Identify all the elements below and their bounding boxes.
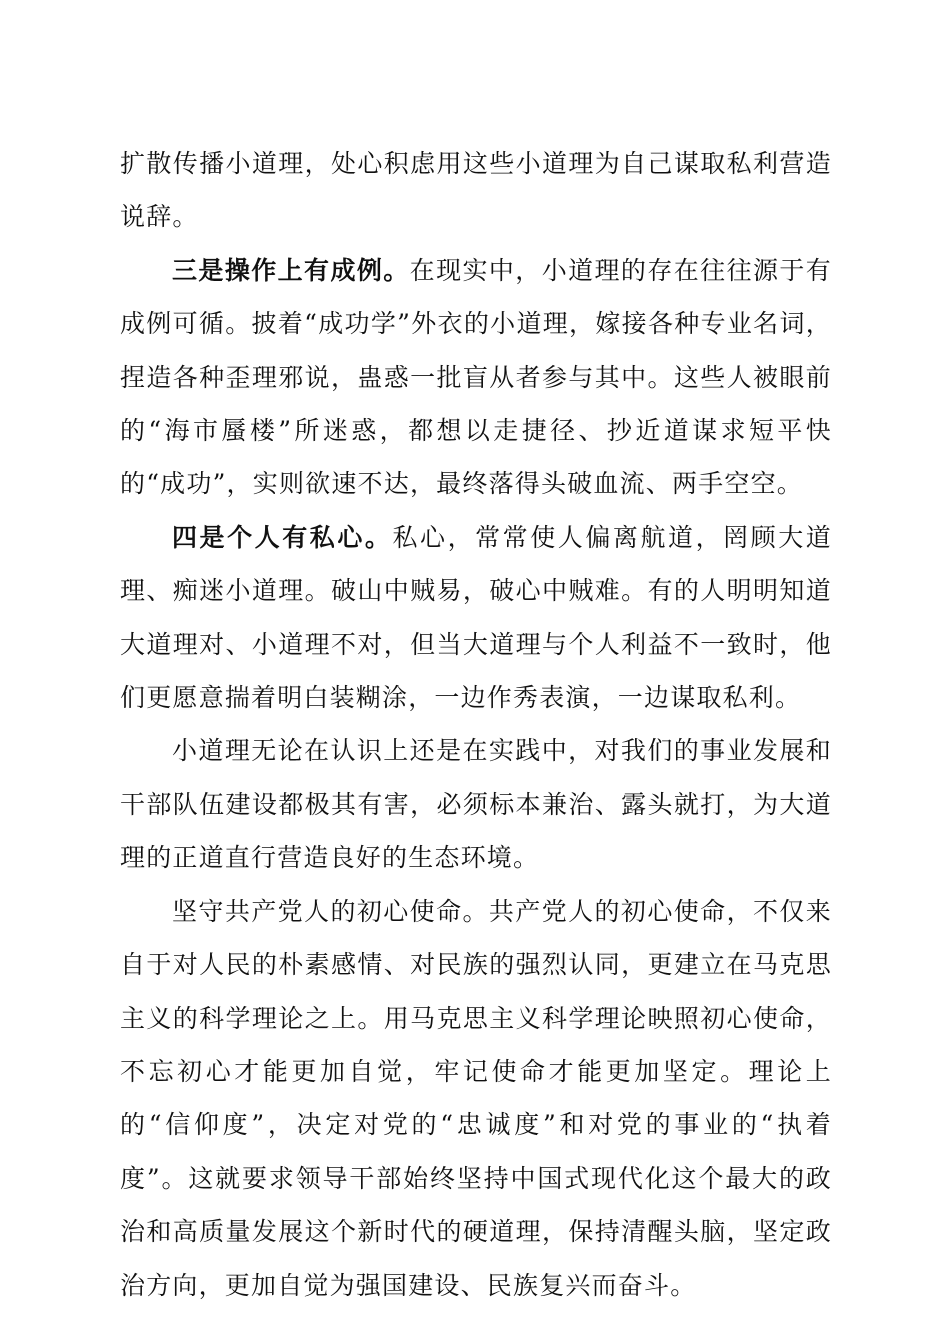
paragraph-continuation — [120, 137, 832, 244]
paragraph-text: 私心，常常使人偏离航道，罔顾大道理、痴迷小道理。破山中贼易，破心中贼难。有的人明明知道大道理对、小道理不对，但当大道理与个人利益不一致时，他们更愿意揣着明白装糊涂，一边作秀表演，一边谋取私利。 — [120, 522, 832, 713]
paragraph-text: 在现实中，小道理的存在往往源于有成例可循。披着“成功学”外衣的小道理，嫁接各种专业名词，捏造各种歪理邪说，蛊惑一批盲从者参与其中。这些人被眼前的“海市蜃楼”所迷惑，都想以走捷径、抄近道谋求短平快的“成功”，实则欲速不达，最终落得头破血流、两手空空。 — [120, 255, 832, 499]
paragraph-text: 扩散传播小道理，处心积虑用这些小道理为自己谋取私利营造说辞。 — [120, 149, 832, 232]
paragraph-mission — [120, 885, 832, 1312]
paragraph-point-four — [120, 511, 832, 725]
paragraph-lead-heading: 四是个人有私心。 — [172, 522, 393, 552]
document-body — [120, 137, 832, 1312]
paragraph-text: 小道理无论在认识上还是在实践中，对我们的事业发展和干部队伍建设都极其有害，必须标本兼治、露头就打，为大道理的正道直行营造良好的生态环境。 — [120, 736, 832, 873]
paragraph-text: 坚守共产党人的初心使命。共产党人的初心使命，不仅来自于对人民的朴素感情、对民族的强烈认同，更建立在马克思主义的科学理论之上。用马克思主义科学理论映照初心使命，不忘初心才能更加自觉，牢记使命才能更加坚定。理论上的“信仰度”，决定对党的“忠诚度”和对党的事业的“执着度”。这就要求领导干部始终坚持中国式现代化这个最大的政治和高质量发展这个新时代的硬道理，保持清醒头脑，坚定政治方向，更加自觉为强国建设、民族复兴而奋斗。 — [120, 896, 832, 1300]
paragraph-summary — [120, 724, 832, 884]
paragraph-lead-heading: 三是操作上有成例。 — [172, 255, 410, 285]
paragraph-point-three — [120, 244, 832, 511]
